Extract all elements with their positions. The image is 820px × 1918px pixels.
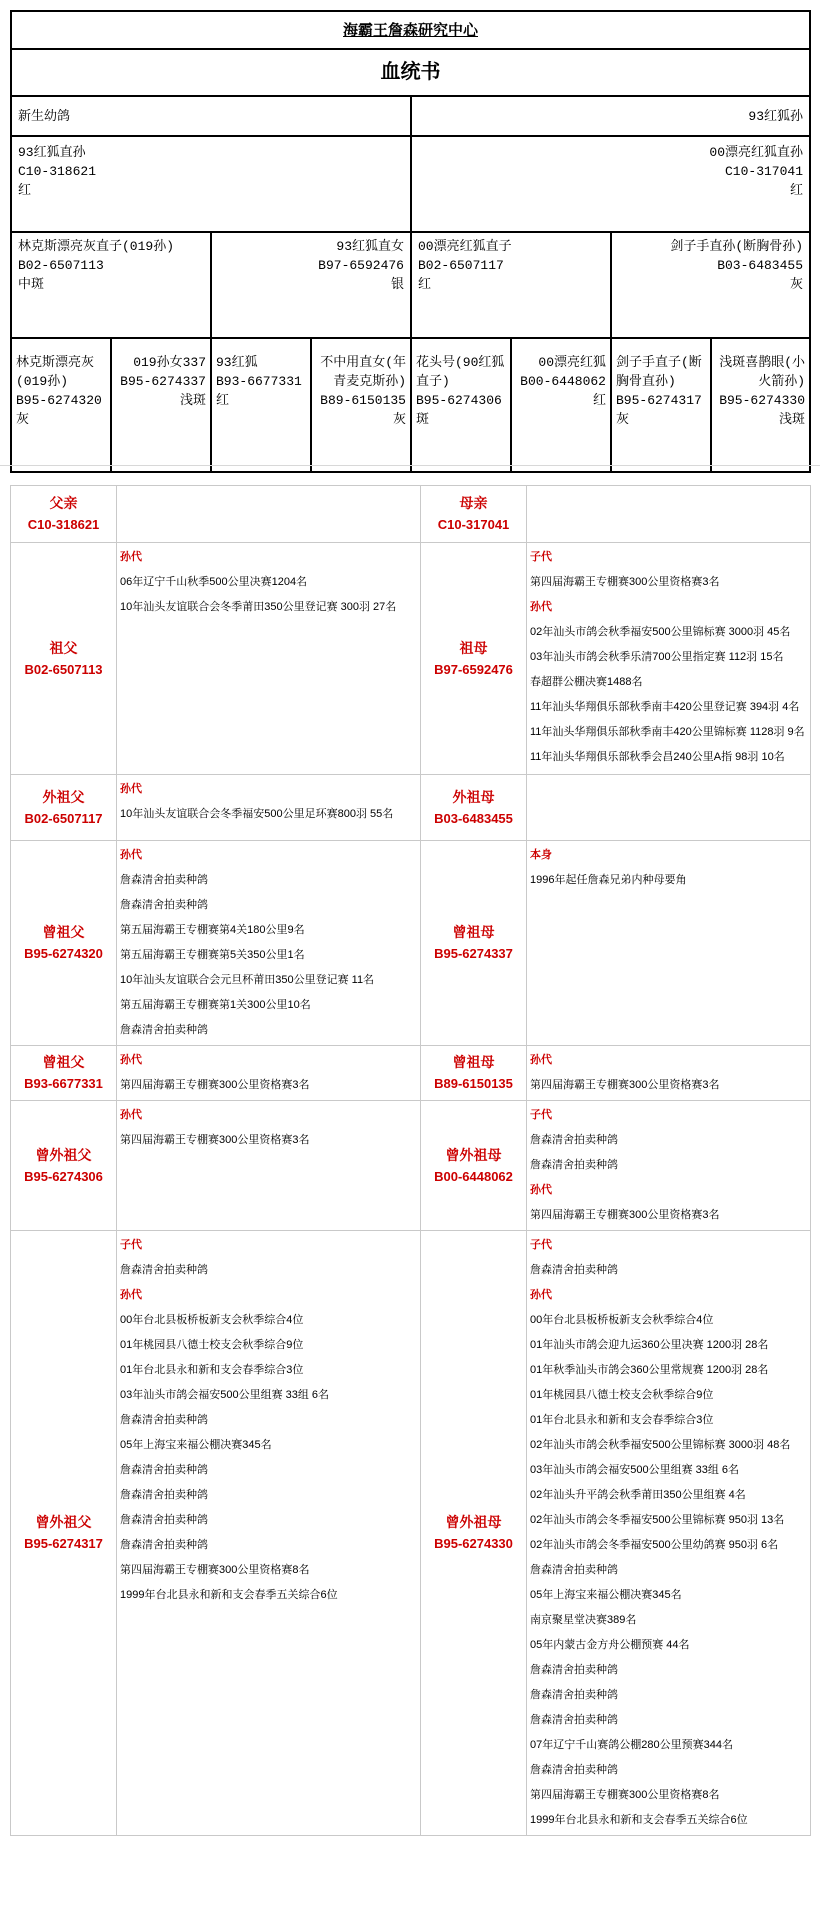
- achievement-cell: [527, 1046, 811, 1101]
- dam-ring: C10-317041: [725, 164, 804, 179]
- ancestor-name: 019孙女337: [133, 355, 206, 370]
- ancestor-color: 灰: [790, 277, 804, 292]
- ancestor-relation: 曾祖母: [452, 1054, 495, 1070]
- ancestor-label-cell: [421, 775, 527, 841]
- achievement-item: 10年汕头友谊联合会元旦杯莆田350公里登记赛 11名: [120, 974, 375, 986]
- ancestor-name: 93红狐: [216, 355, 258, 370]
- ancestor-ring: B03-6483455: [717, 258, 804, 273]
- achievement-item: 01年秋季汕头市鸽会360公里常规赛 1200羽 28名: [530, 1364, 769, 1376]
- ancestor-label-cell: [421, 841, 527, 1046]
- ancestor-relation: 曾外祖母: [445, 1514, 502, 1530]
- record-row: [11, 543, 811, 775]
- ancestor-color: 浅斑: [779, 412, 806, 427]
- ancestor-name: 不中用直女(年青麦克斯孙): [320, 355, 406, 389]
- ancestor-color: 灰: [16, 412, 30, 427]
- section-divider: [0, 465, 820, 466]
- ancestor-color: 浅斑: [179, 393, 206, 408]
- great-grandparent-cell: [11, 338, 111, 472]
- achievement-item: 10年汕头友谊联合会冬季莆田350公里登记赛 300羽 27名: [120, 601, 397, 613]
- great-grandparent-cell: [711, 338, 810, 472]
- ancestor-color: 红: [418, 277, 432, 292]
- achievement-item: 詹森清舍拍卖种鸽: [530, 1714, 618, 1726]
- great-grandparent-cell: [311, 338, 411, 472]
- achievement-item: 1999年台北县永和新和支会春季五关综合6位: [120, 1589, 338, 1601]
- ancestor-ring: B02-6507113: [18, 258, 104, 273]
- achievement-item: 02年汕头升平鸽会秋季莆田350公里组赛 4名: [530, 1489, 746, 1501]
- achievement-cell: [117, 1101, 421, 1231]
- ancestor-relation: 曾祖父: [42, 924, 85, 940]
- ancestor-ring-code: B95-6274317: [24, 1536, 103, 1551]
- achievement-cell: [527, 775, 811, 841]
- ancestor-color: 红: [592, 393, 606, 408]
- achievement-section-heading: 子代: [530, 551, 552, 563]
- organization-title: 海霸王詹森研究中心: [11, 11, 810, 49]
- ancestor-label-cell: [421, 1231, 527, 1836]
- record-row: [11, 1231, 811, 1836]
- ancestor-ring: B95-6274306: [416, 393, 502, 408]
- ancestor-ring-code: C10-318621: [27, 517, 100, 532]
- achievement-item: 詹森清舍拍卖种鸽: [120, 1489, 208, 1501]
- achievement-section-heading: 孙代: [120, 783, 142, 795]
- ancestor-relation: 外祖父: [42, 788, 85, 805]
- bird-name: 新生幼鸽: [11, 96, 411, 136]
- achievement-cell: [527, 486, 811, 543]
- ancestor-ring-code: C10-317041: [437, 517, 510, 532]
- achievement-cell: [117, 543, 421, 775]
- sire-color: 红: [18, 183, 32, 198]
- achievement-section-heading: 孙代: [530, 1289, 552, 1301]
- great-grandparent-cell: [211, 338, 311, 472]
- grandsire-maternal-cell: [411, 232, 611, 338]
- achievement-section-heading: 本身: [530, 849, 552, 861]
- achievement-item: 11年汕头华翔俱乐部秋季会昌240公里A指 98羽 10名: [530, 751, 785, 763]
- record-row: [11, 486, 811, 543]
- ancestor-ring: B89-6150135: [320, 393, 406, 408]
- achievement-cell: [117, 1046, 421, 1101]
- achievement-item: 詹森清舍拍卖种鸽: [530, 1764, 618, 1776]
- ancestor-label-cell: [11, 775, 117, 841]
- ancestor-ring-code: B93-6677331: [24, 1076, 103, 1091]
- ancestor-label-cell: [11, 1231, 117, 1836]
- achievement-item: 02年汕头市鸽会冬季福安500公里锦标赛 950羽 13名: [530, 1514, 785, 1526]
- achievement-item: 第四届海霸王专棚赛300公里资格赛3名: [530, 1079, 720, 1091]
- ancestor-label-cell: [421, 486, 527, 543]
- ancestor-color: 银: [390, 277, 404, 292]
- achievement-item: 05年内蒙古金方舟公棚预赛 44名: [530, 1639, 690, 1651]
- ancestor-label-cell: [421, 1101, 527, 1231]
- ancestor-label-cell: [11, 543, 117, 775]
- dam-cell: [411, 136, 810, 232]
- pedigree-certificate: [10, 10, 809, 473]
- ancestor-ring-code: B89-6150135: [434, 1076, 513, 1091]
- ancestor-ring-code: B97-6592476: [434, 661, 513, 677]
- record-row: [11, 775, 811, 841]
- achievement-item: 03年汕头市鸽会福安500公里组赛 33组 6名: [120, 1389, 330, 1401]
- ancestor-ring-code: B02-6507113: [24, 661, 103, 677]
- granddam-maternal-cell: [611, 232, 810, 338]
- achievement-item: 詹森清舍拍卖种鸽: [120, 1414, 208, 1426]
- ancestor-relation: 祖父: [49, 639, 78, 656]
- achievement-item: 詹森清舍拍卖种鸽: [530, 1564, 618, 1576]
- achievement-item: 詹森清舍拍卖种鸽: [120, 1264, 208, 1276]
- ancestor-ring-code: B03-6483455: [434, 810, 513, 826]
- ancestor-name: 93红狐直女: [336, 239, 404, 254]
- achievement-item: 02年汕头市鸽会冬季福安500公里幼鸽赛 950羽 6名: [530, 1539, 779, 1551]
- achievement-section-heading: 孙代: [120, 1289, 142, 1301]
- ancestor-relation: 曾外祖父: [35, 1146, 92, 1163]
- achievement-item: 詹森清舍拍卖种鸽: [120, 1514, 208, 1526]
- ancestor-ring: B95-6274320: [16, 393, 102, 408]
- achievement-section-heading: 孙代: [120, 1109, 142, 1121]
- ancestor-relation: 曾外祖母: [445, 1146, 502, 1163]
- achievement-item: 春超群公棚决赛1488名: [530, 676, 643, 688]
- achievement-section-heading: 孙代: [120, 849, 142, 861]
- achievement-cell: [527, 543, 811, 775]
- achievement-item: 詹森清舍拍卖种鸽: [530, 1664, 618, 1676]
- achievement-item: 南京聚星堂决赛389名: [530, 1614, 637, 1626]
- achievement-item: 00年台北县板桥板新支会秋季综合4位: [530, 1314, 714, 1326]
- achievement-item: 詹森清舍拍卖种鸽: [530, 1689, 618, 1701]
- ancestor-relation: 父亲: [49, 495, 78, 511]
- ancestor-relation: 母亲: [459, 495, 488, 511]
- achievement-item: 01年台北县永和新和支会春季综合3位: [530, 1414, 714, 1426]
- achievement-item: 詹森清舍拍卖种鸽: [120, 1024, 208, 1036]
- achievement-item: 詹森清舍拍卖种鸽: [120, 874, 208, 886]
- record-row: [11, 1046, 811, 1101]
- ancestor-label-cell: [11, 1046, 117, 1101]
- ancestor-relation: 曾外祖父: [35, 1514, 92, 1530]
- sire-ring: C10-318621: [18, 164, 97, 179]
- achievement-cell: [527, 1101, 811, 1231]
- achievement-section-heading: 孙代: [530, 601, 552, 613]
- achievement-item: 詹森清舍拍卖种鸽: [530, 1264, 618, 1276]
- ancestor-color: 中斑: [18, 277, 45, 292]
- ancestor-ring-code: B02-6507117: [24, 810, 103, 826]
- achievement-cell: [117, 775, 421, 841]
- achievement-item: 05年上海宝来福公棚决赛345名: [530, 1589, 682, 1601]
- ancestor-ring: B95-6274330: [719, 393, 806, 408]
- ancestor-label-cell: [11, 841, 117, 1046]
- achievement-item: 第五届海霸王专棚赛第1关300公里10名: [120, 999, 311, 1011]
- ancestor-name: 浅斑喜鹊眼(小火箭孙): [719, 355, 806, 389]
- achievement-item: 03年汕头市鸽会秋季乐清700公里指定赛 112羽 15名: [530, 651, 784, 663]
- sire-name: 93红狐直孙: [18, 145, 86, 160]
- sire-cell: [11, 136, 411, 232]
- great-grandparent-cell: [411, 338, 511, 472]
- ancestor-ring-code: B95-6274306: [24, 1168, 103, 1184]
- ancestor-label-cell: [11, 486, 117, 543]
- achievement-item: 第四届海霸王专棚赛300公里资格赛8名: [530, 1789, 720, 1801]
- achievement-item: 02年汕头市鸽会秋季福安500公里锦标赛 3000羽 48名: [530, 1439, 791, 1451]
- achievement-section-heading: 子代: [530, 1239, 552, 1251]
- achievement-cell: [527, 841, 811, 1046]
- achievement-section-heading: 孙代: [530, 1054, 552, 1066]
- achievement-section-heading: 孙代: [120, 551, 142, 563]
- ancestor-name: 林克斯漂亮灰(019孙): [16, 355, 95, 389]
- ancestor-ring: B00-6448062: [520, 374, 606, 389]
- ancestor-ring-code: B95-6274337: [434, 946, 513, 961]
- ancestor-ring-code: B95-6274330: [434, 1536, 513, 1551]
- achievement-item: 第四届海霸王专棚赛300公里资格赛3名: [530, 576, 720, 588]
- achievement-item: 詹森清舍拍卖种鸽: [120, 1539, 208, 1551]
- great-grandparent-cell: [611, 338, 711, 472]
- achievement-item: 第五届海霸王专棚赛第4关180公里9名: [120, 924, 305, 936]
- achievement-item: 第四届海霸王专棚赛300公里资格赛3名: [120, 1079, 310, 1091]
- ancestor-color: 灰: [392, 412, 406, 427]
- achievement-item: 第四届海霸王专棚赛300公里资格赛3名: [530, 1209, 720, 1221]
- achievement-item: 11年汕头华翔俱乐部秋季南丰420公里锦标赛 1128羽 9名: [530, 726, 805, 738]
- achievement-item: 07年辽宁千山赛鸽公棚280公里预赛344名: [530, 1739, 733, 1751]
- ancestor-name: 林克斯漂亮灰直子(019孙): [18, 239, 175, 254]
- record-row: [11, 1101, 811, 1231]
- ancestor-name: 剑子手直孙(断胸骨孙): [670, 239, 804, 254]
- ancestor-ring: B93-6677331: [216, 374, 302, 389]
- ancestor-relation: 祖母: [459, 639, 488, 656]
- bird-lineage: 93红狐孙: [411, 96, 810, 136]
- achievement-item: 01年桃园县八德士校支会秋季综合9位: [530, 1389, 714, 1401]
- ancestor-relation: 曾祖父: [42, 1054, 85, 1070]
- ancestor-name: 00漂亮红狐: [538, 355, 606, 370]
- race-record-table: [10, 485, 810, 1836]
- ancestor-ring: B02-6507117: [418, 258, 504, 273]
- great-grandparent-cell: [511, 338, 611, 472]
- achievement-item: 05年上海宝来福公棚决赛345名: [120, 1439, 272, 1451]
- achievement-cell: [527, 1231, 811, 1836]
- achievement-item: 第四届海霸王专棚赛300公里资格赛8名: [120, 1564, 310, 1576]
- achievement-item: 詹森清舍拍卖种鸽: [120, 1464, 208, 1476]
- achievement-section-heading: 孙代: [530, 1184, 552, 1196]
- ancestor-color: 斑: [416, 412, 430, 427]
- achievement-item: 10年汕头友谊联合会冬季福安500公里足环赛800羽 55名: [120, 808, 394, 820]
- achievement-item: 06年辽宁千山秋季500公里决赛1204名: [120, 576, 308, 588]
- ancestor-label-cell: [421, 1046, 527, 1101]
- achievement-section-heading: 孙代: [120, 1054, 142, 1066]
- achievement-item: 第四届海霸王专棚赛300公里资格赛3名: [120, 1134, 310, 1146]
- achievement-cell: [117, 1231, 421, 1836]
- ancestor-color: 灰: [616, 412, 630, 427]
- ancestor-name: 00漂亮红狐直子: [418, 239, 512, 254]
- achievement-item: 詹森清舍拍卖种鸽: [120, 899, 208, 911]
- ancestor-label-cell: [421, 543, 527, 775]
- ancestor-relation: 曾祖母: [452, 924, 495, 940]
- achievement-item: 1996年起任詹森兄弟内种母要角: [530, 874, 687, 886]
- dam-name: 00漂亮红狐直孙: [709, 145, 804, 160]
- great-grandparent-cell: [111, 338, 211, 472]
- achievement-item: 00年台北县板桥板新支会秋季综合4位: [120, 1314, 304, 1326]
- achievement-item: 詹森清舍拍卖种鸽: [530, 1134, 618, 1146]
- achievement-cell: [117, 841, 421, 1046]
- ancestor-color: 红: [216, 393, 230, 408]
- achievement-item: 第五届海霸王专棚赛第5关350公里1名: [120, 949, 305, 961]
- granddam-paternal-cell: [211, 232, 411, 338]
- dam-color: 红: [790, 183, 804, 198]
- achievement-item: 01年桃园县八德士校支会秋季综合9位: [120, 1339, 304, 1351]
- document-title: 血统书: [11, 49, 810, 96]
- achievement-item: 03年汕头市鸽会福安500公里组赛 33组 6名: [530, 1464, 740, 1476]
- ancestor-ring: B95-6274337: [120, 374, 206, 389]
- achievement-item: 02年汕头市鸽会秋季福安500公里锦标赛 3000羽 45名: [530, 626, 791, 638]
- record-row: [11, 841, 811, 1046]
- achievement-item: 1999年台北县永和新和支会春季五关综合6位: [530, 1814, 748, 1826]
- ancestor-name: 花头号(90红狐直子): [416, 355, 505, 389]
- grandsire-paternal-cell: [11, 232, 211, 338]
- ancestor-ring-code: B95-6274320: [24, 946, 103, 961]
- ancestor-ring-code: B00-6448062: [434, 1168, 513, 1184]
- ancestor-ring: B97-6592476: [318, 258, 404, 273]
- ancestor-name: 剑子手直子(断胸骨直孙): [616, 355, 702, 389]
- achievement-item: 11年汕头华翔俱乐部秋季南丰420公里登记赛 394羽 4名: [530, 701, 800, 713]
- ancestor-relation: 外祖母: [452, 788, 495, 805]
- ancestor-ring: B95-6274317: [616, 393, 702, 408]
- achievement-item: 01年台北县永和新和支会春季综合3位: [120, 1364, 304, 1376]
- achievement-section-heading: 子代: [530, 1109, 552, 1121]
- achievement-item: 詹森清舍拍卖种鸽: [530, 1159, 618, 1171]
- achievement-section-heading: 子代: [120, 1239, 142, 1251]
- achievement-item: 01年汕头市鸽会迎九运360公里决赛 1200羽 28名: [530, 1339, 769, 1351]
- achievement-cell: [117, 486, 421, 543]
- ancestor-label-cell: [11, 1101, 117, 1231]
